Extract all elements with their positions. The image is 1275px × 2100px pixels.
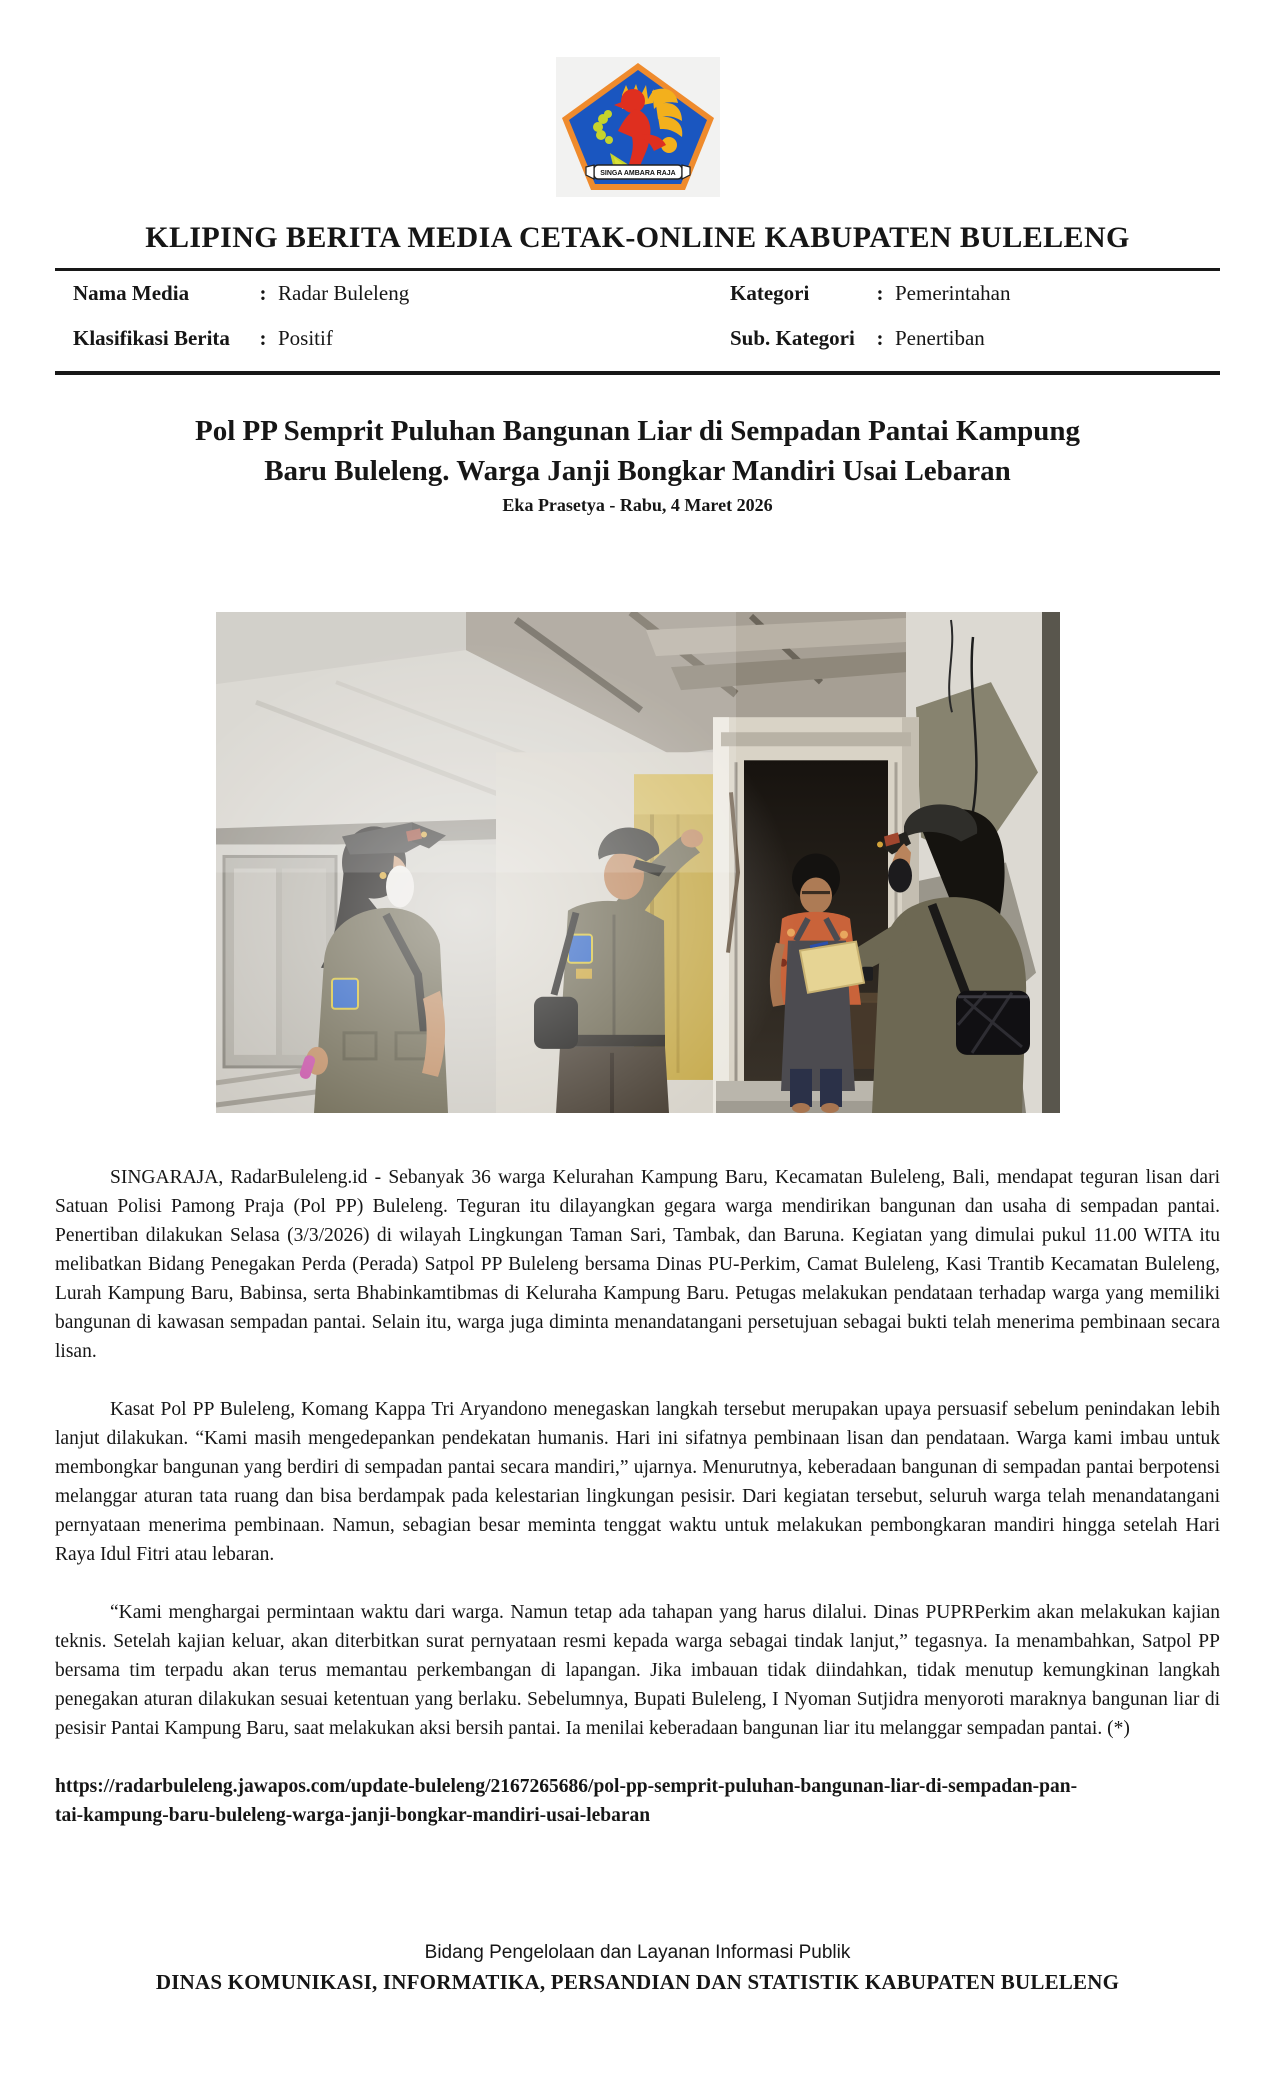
meta-colon: : bbox=[876, 326, 884, 350]
article-title bbox=[55, 411, 1220, 491]
article-body bbox=[55, 1163, 1220, 1743]
footer-agency: DINAS KOMUNIKASI, INFORMATIKA, PERSANDIAN DAN STATISTIK KABUPATEN BULELENG bbox=[155, 1970, 1120, 1994]
buleleng-regency-logo bbox=[556, 57, 720, 197]
meta-value: Radar Buleleng bbox=[278, 281, 410, 305]
meta-row-kategori bbox=[730, 281, 1220, 314]
singa-ambara-raja-emblem-icon bbox=[556, 57, 720, 197]
source-url bbox=[55, 1772, 1220, 1830]
article-title-line2: Baru Buleleng. Warga Janji Bongkar Mandiri Usai Lebaran bbox=[264, 455, 1011, 487]
meta-colon: : bbox=[259, 281, 267, 305]
meta-label: Nama Media bbox=[73, 281, 190, 305]
meta-row-klasifikasi bbox=[73, 326, 620, 359]
meta-value: Pemerintahan bbox=[895, 281, 1011, 305]
meta-row-nama-media bbox=[73, 281, 620, 314]
logo-banner-text: SINGA AMBARA RAJA bbox=[599, 170, 676, 177]
source-url-line2: tai-kampung-baru-buleleng-warga-janji-bongkar-mandiri-usai-lebaran bbox=[55, 1805, 651, 1826]
page-title: KLIPING BERITA MEDIA CETAK-ONLINE KABUPATEN BULELENG bbox=[145, 221, 1130, 254]
meta-row-sub-kategori bbox=[730, 326, 1220, 359]
footer-division: Bidang Pengelolaan dan Layanan Informasi Publik bbox=[424, 1942, 851, 1963]
article-paragraph-1: SINGARAJA, RadarBuleleng.id - Sebanyak 36 warga Kelurahan Kampung Baru, Kecamatan Buleleng, Bali, mendapat teguran lisan dari Satuan Polisi Pamong Praja (Pol PP) Buleleng. Teguran itu dilayangkan gegara warga mendirikan bangunan dan usaha di sempadan pantai. Penertiban dilakukan Selasa (3/3/2026) di wilayah Lingkungan Taman Sari, Tambak, dan Baruna. Kegiatan yang dimulai pukul 11.00 WITA itu melibatkan Bidang Penegakan Perda (Perada) Satpol PP Buleleng bersama Dinas PU-Perkim, Camat Buleleng, Kasi Trantib Kecamatan Buleleng, Lurah Kampung Baru, Babinsa, serta Bhabinkamtibmas di Keluraha Kampung Baru. Petugas melakukan pendataan terhadap warga yang memiliki bangunan di kawasan sempadan pantai. Selain itu, warga juga diminta menandatangani persetujuan sebagai bukti telah menerima pembinaan secara lisan. bbox=[55, 1167, 1220, 1362]
article-paragraph-3: “Kami menghargai permintaan waktu dari warga. Namun tetap ada tahapan yang harus dilalui. Dinas PUPRPerkim akan melakukan kajian teknis. Setelah kajian keluar, akan diterbitkan surat pernyataan resmi kepada warga sebagai tindak lanjut,” tegasnya. Ia menambahkan, Satpol PP bersama tim terpadu akan terus memantau perkembangan di lapangan. Jika imbauan tidak diindahkan, tidak menutup kemungkinan langkah penegakan aturan dilakukan sesuai ketentuan yang berlaku. Sebelumnya, Bupati Buleleng, I Nyoman Sutjidra menyoroti maraknya bangunan liar di pesisir Pantai Kampung Baru, saat melakukan aksi bersih pantai. Ia menilai keberadaan bangunan liar itu melanggar sempadan pantai. (*) bbox=[55, 1602, 1220, 1739]
meta-label: Kategori bbox=[730, 281, 810, 305]
meta-colon: : bbox=[259, 326, 267, 350]
source-url-line1: https://radarbuleleng.jawapos.com/update-buleleng/2167265686/pol-pp-semprit-puluhan-bangunan-liar-di-sempadan-pan- bbox=[55, 1776, 1078, 1797]
meta-label: Klasifikasi Berita bbox=[73, 326, 230, 350]
meta-colon: : bbox=[876, 281, 884, 305]
meta-value: Positif bbox=[278, 326, 333, 350]
article-byline: Eka Prasetya - Rabu, 4 Maret 2026 bbox=[502, 495, 773, 515]
article-photo bbox=[216, 612, 1060, 1113]
meta-table bbox=[55, 271, 1220, 371]
article-title-line1: Pol PP Semprit Puluhan Bangunan Liar di Sempadan Pantai Kampung bbox=[195, 415, 1080, 447]
meta-label: Sub. Kategori bbox=[730, 326, 855, 350]
article-paragraph-2: Kasat Pol PP Buleleng, Komang Kappa Tri Aryandono menegaskan langkah tersebut merupakan upaya persuasif sebelum penindakan lebih lanjut dilakukan. “Kami masih mengedepankan pendekatan humanis. Hari ini sifatnya pembinaan lisan dan pendataan. Warga kami imbau untuk membongkar bangunan yang berdiri di sempadan pantai secara mandiri,” ujarnya. Menurutnya, keberadaan bangunan di sempadan pantai berpotensi melanggar aturan tata ruang dan bisa berdampak pada kelestarian lingkungan pesisir. Dari kegiatan tersebut, seluruh warga telah menandatangani pernyataan menerima pembinaan. Namun, sebagian besar meminta tenggat waktu untuk melakukan pembongkaran mandiri hingga setelah Hari Raya Idul Fitri atau lebaran. bbox=[55, 1399, 1220, 1565]
meta-divider bbox=[55, 371, 1220, 375]
page-footer bbox=[0, 1942, 1275, 1995]
meta-value: Penertiban bbox=[895, 326, 985, 350]
